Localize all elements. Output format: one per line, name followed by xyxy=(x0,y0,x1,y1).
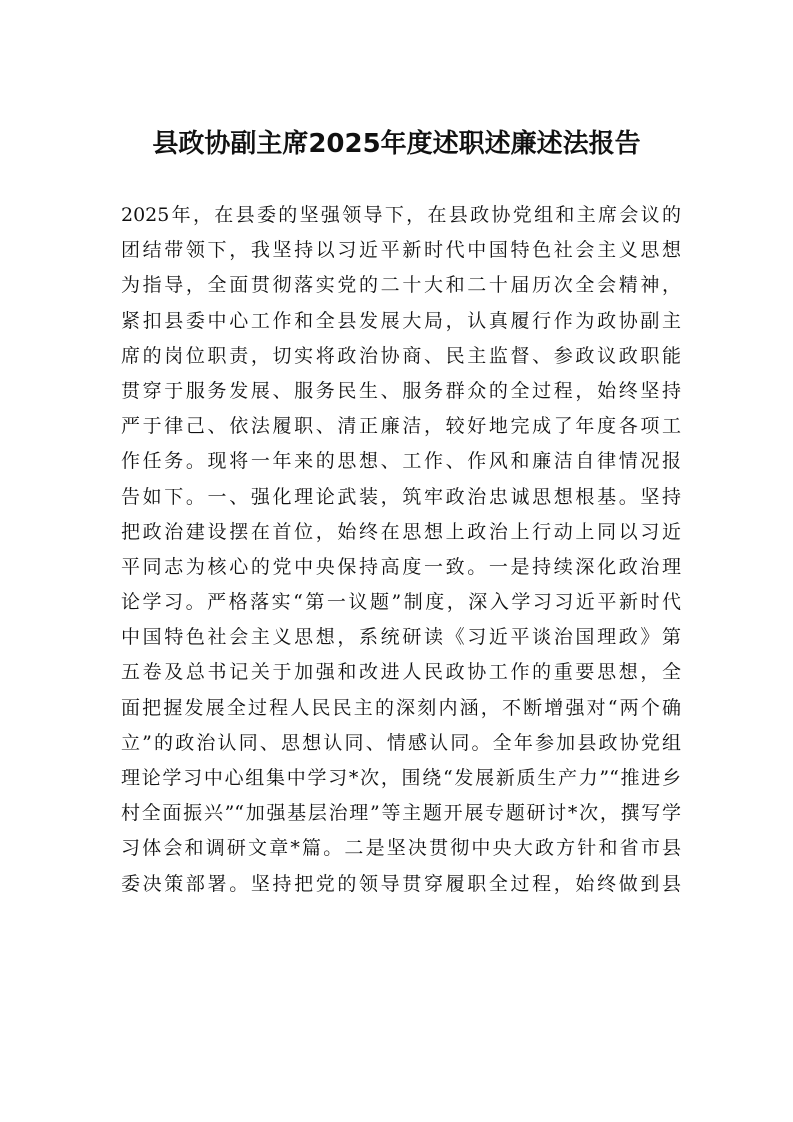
body-line: 贯穿于服务发展、服务民生、服务群众的全过程，始终坚持 xyxy=(121,379,681,402)
body-line: 严于律己、依法履职、清正廉洁，较好地完成了年度各项工 xyxy=(121,415,681,438)
document-body xyxy=(121,198,681,902)
body-line: 告如下。一、强化理论武装，筑牢政治忠诚思想根基。坚持 xyxy=(121,485,681,508)
body-line: 五卷及总书记关于加强和改进人民政协工作的重要思想，全 xyxy=(121,661,681,684)
body-line: 紧扣县委中心工作和全县发展大局，认真履行作为政协副主 xyxy=(121,309,681,332)
document-title: 县政协副主席2025年度述职述廉述法报告 xyxy=(152,129,641,159)
body-line: 平同志为核心的党中央保持高度一致。一是持续深化政治理 xyxy=(121,555,681,578)
body-line: 习体会和调研文章*篇。二是坚决贯彻中央大政方针和省市县 xyxy=(121,837,681,860)
body-line: 面把握发展全过程人民民主的深刻内涵，不断增强对“两个确 xyxy=(121,696,681,719)
body-line: 2025年，在县委的坚强领导下，在县政协党组和主席会议的 xyxy=(121,204,681,226)
body-line: 席的岗位职责，切实将政治协商、民主监督、参政议政职能 xyxy=(121,344,681,367)
body-line: 委决策部署。坚持把党的领导贯穿履职全过程，始终做到县 xyxy=(121,872,681,895)
body-line: 作任务。现将一年来的思想、工作、作风和廉洁自律情况报 xyxy=(121,450,681,473)
body-line: 立”的政治认同、思想认同、情感认同。全年参加县政协党组 xyxy=(121,731,681,754)
body-line: 论学习。严格落实“第一议题”制度，深入学习习近平新时代 xyxy=(121,591,681,614)
body-line: 理论学习中心组集中学习*次，围绕“发展新质生产力”“推进乡 xyxy=(121,767,681,789)
body-line: 把政治建设摆在首位，始终在思想上政治上行动上同以习近 xyxy=(121,520,681,543)
body-line: 团结带领下，我坚持以习近平新时代中国特色社会主义思想 xyxy=(121,239,681,262)
body-line: 为指导，全面贯彻落实党的二十大和二十届历次全会精神， xyxy=(121,274,681,297)
body-line: 中国特色社会主义思想，系统研读《习近平谈治国理政》第 xyxy=(121,626,681,649)
body-line: 村全面振兴”“加强基层治理”等主题开展专题研讨*次，撰写学 xyxy=(121,802,681,825)
